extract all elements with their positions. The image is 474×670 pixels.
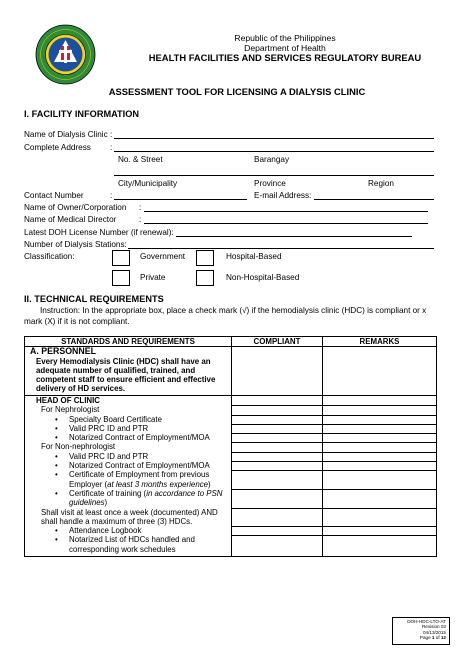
owner-field[interactable] [144, 211, 428, 212]
contact-number-field[interactable] [114, 199, 247, 200]
province-label: Province [254, 179, 286, 188]
section-facility-heading: I. FACILITY INFORMATION [24, 109, 140, 119]
owner-label: Name of Owner/Corporation [24, 203, 127, 212]
list-item: • Certificate of training (in accordance to PSN [25, 489, 231, 498]
header-department: Department of Health [244, 43, 326, 53]
header-republic: Republic of the Philippines [234, 33, 336, 43]
medical-director-label: Name of Medical Director [24, 215, 117, 224]
hospital-based-label: Hospital-Based [226, 252, 282, 261]
dialysis-clinic-name-field[interactable] [114, 138, 434, 139]
list-item-continued: Employer (at least 3 months experience) [69, 479, 211, 489]
compliant-box[interactable] [232, 535, 322, 554]
instruction-line-2: mark (X) if it is not compliant. [24, 317, 130, 326]
complete-address-label: Complete Address [24, 143, 91, 152]
document-footer-box [392, 617, 450, 645]
remarks-box[interactable] [323, 424, 436, 433]
remarks-box[interactable] [323, 526, 436, 535]
non-hospital-based-label: Non-Hospital-Based [226, 273, 300, 282]
compliant-box[interactable] [232, 424, 322, 433]
head-compliant-cell [232, 396, 323, 557]
head-of-clinic-cell [25, 396, 232, 557]
list-item: • Valid PRC ID and PTR [25, 452, 231, 461]
doh-seal-logo [35, 24, 96, 85]
personnel-remarks-cell[interactable] [323, 347, 437, 396]
medical-director-field[interactable] [144, 223, 428, 224]
remarks-box[interactable] [323, 415, 436, 424]
remarks-box[interactable] [323, 442, 436, 451]
footer-date: 04/13/2015 [423, 629, 446, 635]
requirements-table [24, 336, 437, 557]
government-label: Government [140, 252, 186, 261]
contact-number-label: Contact Number [24, 191, 84, 200]
head-remarks-cell [323, 396, 437, 557]
list-item: • Notarized Contract of Employment/MOA [25, 433, 231, 442]
list-item: • Attendance Logbook [25, 526, 231, 535]
footer-revision: Revision 03 [421, 624, 446, 630]
list-item-continued: corresponding work schedules [69, 544, 176, 554]
remarks-box[interactable] [323, 489, 436, 508]
visit-requirement-line-2: shall handle a maximum of three (3) HDCs. [41, 516, 193, 526]
visit-requirement-line-1: Shall visit at least once a week (documented) AND [41, 507, 218, 517]
list-item: • Specialty Board Certificate [25, 415, 231, 424]
for-nephrologist-label: For Nephrologist [41, 405, 100, 415]
col-compliant-header: COMPLIANT [232, 337, 323, 347]
no-street-label: No. & Street [118, 155, 163, 164]
compliant-box[interactable] [232, 489, 322, 508]
address-city-field[interactable] [114, 175, 434, 176]
remarks-box[interactable] [323, 535, 436, 554]
private-label: Private [140, 273, 166, 282]
compliant-box[interactable] [232, 415, 322, 424]
for-non-nephrologist-label: For Non-nephrologist [41, 442, 116, 452]
remarks-box[interactable] [323, 405, 436, 414]
city-label: City/Municipality [118, 179, 178, 188]
remarks-box[interactable] [323, 508, 436, 527]
list-item-continued: guidelines) [69, 498, 108, 508]
hospital-based-checkbox[interactable] [196, 250, 214, 266]
remarks-box[interactable] [323, 461, 436, 470]
header-bureau: HEALTH FACILITIES AND SERVICES REGULATORY BUREAU [148, 52, 422, 63]
license-number-label: Latest DOH License Number (if renewal): [24, 228, 174, 237]
remarks-box[interactable] [323, 433, 436, 442]
region-label: Region [368, 179, 394, 188]
list-item: • Certificate of Employment from previous [25, 470, 231, 479]
personnel-cell [25, 347, 232, 396]
compliant-box[interactable] [232, 470, 322, 489]
col-standards-header: STANDARDS AND REQUIREMENTS [25, 337, 232, 347]
list-item: • Notarized Contract of Employment/MOA [25, 461, 231, 470]
license-number-field[interactable] [176, 236, 412, 237]
instruction-line-1: Instruction: In the appropriate box, place a check mark (√) if the hemodialysis clinic (HDC) is compliant or x [40, 306, 427, 315]
personnel-description: Every Hemodialysis Clinic (HDC) shall have an adequate number of qualified, trained, and competent staff to ensure efficient and effective delivery of HD services. [36, 356, 216, 394]
dialysis-stations-label: Number of Dialysis Stations: [24, 240, 127, 249]
compliant-box[interactable] [232, 461, 322, 470]
remarks-box[interactable] [323, 452, 436, 461]
document-title: ASSESSMENT TOOL FOR LICENSING A DIALYSIS CLINIC [108, 86, 366, 97]
list-item: • Notarized List of HDCs handled and [25, 535, 231, 544]
classification-label: Classification: [24, 252, 75, 261]
remarks-box[interactable] [323, 470, 436, 489]
non-hospital-based-checkbox[interactable] [196, 270, 214, 286]
compliant-box[interactable] [232, 508, 322, 527]
compliant-box[interactable] [232, 452, 322, 461]
col-remarks-header: REMARKS [323, 337, 437, 347]
barangay-label: Barangay [254, 155, 290, 164]
compliant-box[interactable] [232, 526, 322, 535]
compliant-box-nephrologist[interactable] [232, 405, 322, 414]
list-item: • Valid PRC ID and PTR [25, 424, 231, 433]
compliant-box[interactable] [232, 433, 322, 442]
head-of-clinic-heading: HEAD OF CLINIC [36, 396, 100, 405]
footer-page: Page 1 of 12 [419, 634, 446, 640]
personnel-heading: A. PERSONNEL [30, 346, 96, 356]
section-technical-heading: II. TECHNICAL REQUIREMENTS [24, 294, 164, 304]
dialysis-clinic-name-label: Name of Dialysis Clinic [24, 130, 108, 139]
footer-code: DOH-HDC-LTO-AT [407, 619, 446, 624]
email-field[interactable] [314, 199, 434, 200]
private-checkbox[interactable] [112, 270, 130, 286]
email-label: E-mail Address: [254, 191, 312, 200]
personnel-compliant-cell[interactable] [232, 347, 323, 396]
compliant-box[interactable] [232, 442, 322, 451]
address-street-field[interactable] [114, 151, 434, 152]
government-checkbox[interactable] [112, 250, 130, 266]
dialysis-stations-field[interactable] [128, 248, 434, 249]
